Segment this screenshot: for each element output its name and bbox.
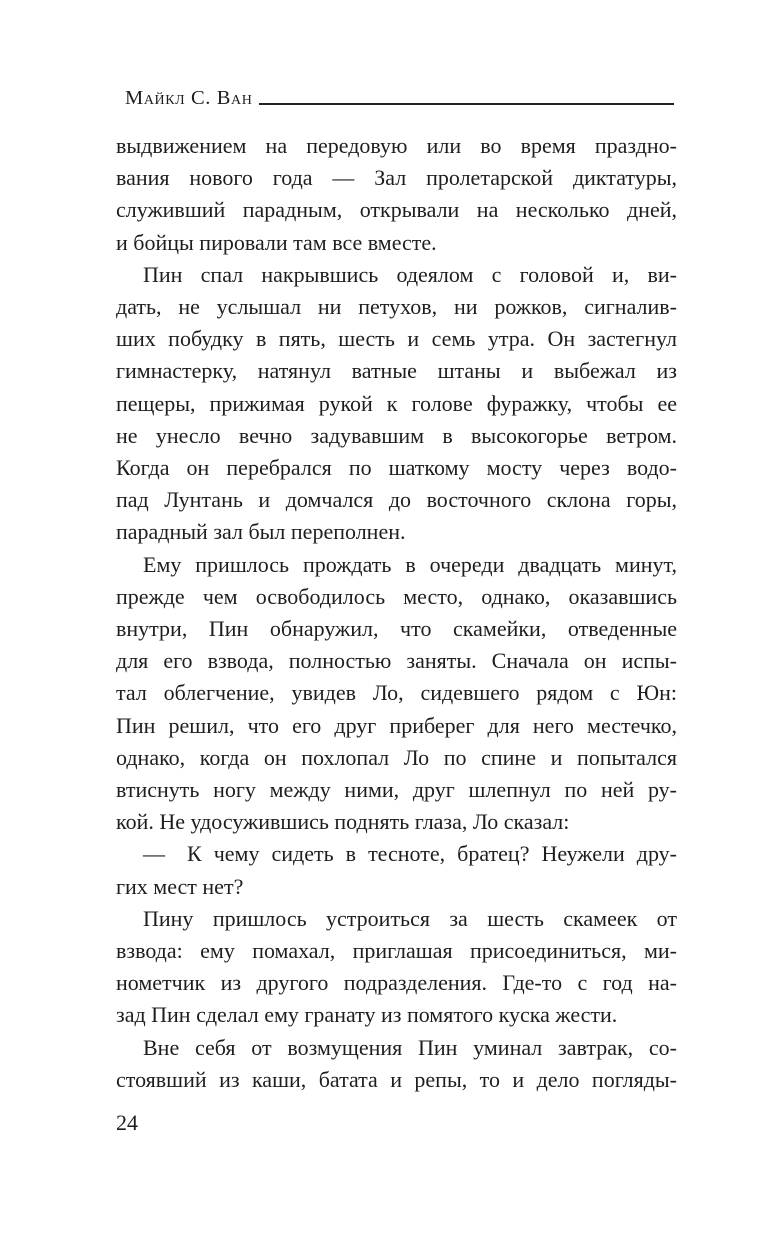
paragraph xyxy=(116,838,677,902)
text-line: стоявший из каши, батата и репы, то и дело погляды- xyxy=(116,1066,677,1092)
text-line: — К чему сидеть в тесноте, братец? Неужели дру- xyxy=(143,841,677,867)
body-text xyxy=(116,130,677,1096)
running-header-author: Майкл С. Ван xyxy=(125,87,253,109)
text-line: Когда он перебрался по шаткому мосту через водо- xyxy=(116,455,677,481)
paragraph xyxy=(116,130,677,259)
header-rule xyxy=(259,103,674,105)
text-line: Вне себя от возмущения Пин уминал завтрак, со- xyxy=(143,1034,677,1060)
text-line: дать, не услышал ни петухов, ни рожков, сигналив- xyxy=(116,294,677,320)
text-line: парадный зал был переполнен. xyxy=(116,519,406,545)
page-number: 24 xyxy=(116,1110,138,1135)
text-line: однако, когда он похлопал Ло по спине и попытался xyxy=(116,744,677,770)
text-line: втиснуть ногу между ними, друг шлепнул по ней ру- xyxy=(116,777,677,803)
text-line: вания нового года — Зал пролетарской диктатуры, xyxy=(116,165,677,191)
text-line: Ему пришлось прождать в очереди двадцать минут, xyxy=(143,551,677,577)
paragraph xyxy=(116,259,677,549)
paragraph xyxy=(116,1032,677,1096)
running-header xyxy=(125,87,674,109)
text-line: кой. Не удосужившись поднять глаза, Ло сказал: xyxy=(116,809,570,835)
text-line: взвода: ему помахал, приглашая присоединиться, ми- xyxy=(116,938,677,964)
text-line: пад Лунтань и домчался до восточного склона горы, xyxy=(116,487,677,513)
text-line: и бойцы пировали там все вместе. xyxy=(116,229,437,255)
text-line: ших побудку в пять, шесть и семь утра. Он застегнул xyxy=(116,326,677,352)
paragraph xyxy=(116,549,677,839)
text-line: гимнастерку, натянул ватные штаны и выбежал из xyxy=(116,358,677,384)
text-line: для его взвода, полностью заняты. Сначала он испы- xyxy=(116,648,677,674)
text-line: зад Пин сделал ему гранату из помятого куска жести. xyxy=(116,1002,618,1028)
text-line: Пин решил, что его друг приберег для него местечко, xyxy=(116,712,677,738)
text-line: выдвижением на передовую или во время праздно- xyxy=(116,133,677,158)
text-line: тал облегчение, увидев Ло, сидевшего рядом с Юн: xyxy=(116,680,677,706)
text-line: гих мест нет? xyxy=(116,873,244,899)
text-line: не унесло вечно задувавшим в высокогорье ветром. xyxy=(116,422,677,448)
paragraph xyxy=(116,903,677,1032)
text-line: пещеры, прижимая рукой к голове фуражку, чтобы ее xyxy=(116,390,677,416)
text-line: Пину пришлось устроиться за шесть скамеек от xyxy=(143,905,677,931)
text-line: Пин спал накрывшись одеялом с головой и, ви- xyxy=(143,261,677,287)
text-line: прежде чем освободилось место, однако, оказавшись xyxy=(116,583,677,609)
text-line: служивший парадным, открывали на несколько дней, xyxy=(116,197,677,223)
text-line: нометчик из другого подразделения. Где-то с год на- xyxy=(116,970,677,996)
text-line: внутри, Пин обнаружил, что скамейки, отведенные xyxy=(116,616,677,642)
